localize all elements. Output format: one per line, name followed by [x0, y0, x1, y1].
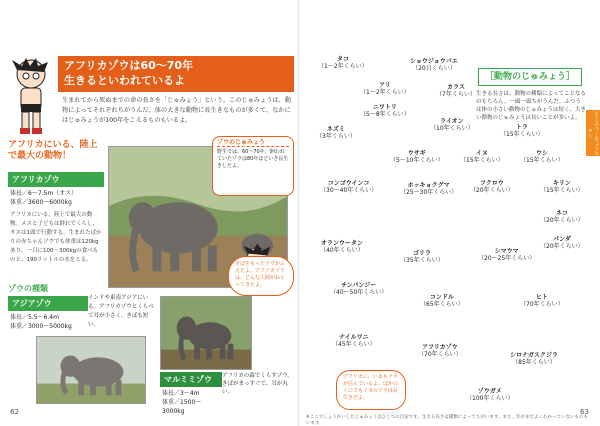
animal-name: パンダ: [552, 236, 571, 243]
forest-elephant-card: [160, 372, 222, 418]
animal-lifespan: （35年くらい）: [400, 257, 444, 264]
animal-name: ゾウガメ: [477, 388, 502, 395]
animal-lifespan: （15年くらい）: [460, 157, 504, 164]
animal-label: [418, 344, 462, 358]
astro-boy-illustration: [6, 56, 56, 136]
animal-name: ヒト: [535, 294, 548, 301]
animal-name: ゴリラ: [412, 250, 431, 257]
animal-lifespan: （40〜50年くらい）: [330, 289, 388, 296]
animal-name: トラ: [515, 124, 528, 131]
side-tab: どうぶつ・きょうりゅう: [586, 110, 599, 156]
animal-name: アリ: [378, 82, 391, 89]
animal-label: [410, 58, 458, 72]
page-number-left: 62: [10, 408, 19, 416]
animal-lifespan: （30〜40年くらい）: [320, 187, 378, 194]
animal-label: [466, 388, 513, 402]
african-length: 体長／6〜7.5m（オス）: [10, 190, 78, 197]
lifespan-note-title: ゾウのじゅみょう: [217, 139, 289, 147]
feature-heading: アフリカにいる、陸上で最大の動物！: [8, 140, 98, 161]
animal-label: [390, 150, 443, 164]
page-number-right: 63: [580, 408, 589, 416]
animal-label: [540, 236, 584, 250]
subhead-line-2: 生きるといわれているよ: [64, 74, 185, 87]
animal-lifespan: （65年くらい）: [420, 301, 464, 308]
astro-speech-bubble: きばをもったゾウがふえたよ。アフリカゾウは、どんな人間がねらってきたよ。: [228, 256, 294, 296]
animal-name: アフリカゾウ: [421, 344, 458, 351]
species-heading: ゾウの種類: [8, 284, 48, 293]
animal-lifespan: （40年くらい）: [320, 247, 364, 254]
animal-lifespan: （100年くらい）: [466, 395, 514, 402]
animal-lifespan: （7年くらい）: [436, 91, 476, 98]
animal-label: [478, 248, 535, 262]
animal-name: ネコ: [555, 210, 568, 217]
animal-name: イヌ: [475, 150, 488, 157]
animal-name: オランウータン: [320, 240, 363, 247]
animal-lifespan: （70年くらい）: [418, 351, 462, 358]
forest-elephant-stats: [160, 387, 222, 418]
animal-label: [400, 182, 457, 196]
animal-label: [520, 294, 564, 308]
animal-name: ウサギ: [407, 150, 426, 157]
animal-label: [436, 84, 476, 98]
african-elephant-stats: [8, 187, 104, 209]
animal-lifespan: （20年くらい）: [470, 187, 514, 194]
animal-name: ネズミ: [326, 126, 345, 133]
animal-label: [430, 118, 474, 132]
animal-name: ショウジョウバエ: [410, 58, 458, 65]
animal-lifespan: （3年くらい）: [316, 133, 356, 140]
african-weight: 体重／3600〜6000kg: [10, 199, 72, 206]
asian-elephant-name: アジアゾウ: [8, 296, 88, 311]
animal-name: キリン: [552, 180, 571, 187]
animal-label: [400, 250, 444, 264]
chart-description: 生きる長さは、動物の種類によってことなるのもちろん。一頭一頭ちがうんだ。ふつうは体の小さい動物のじゅみょうは短く、大きい動物のじゅみょうは長いことが多いよ。: [476, 91, 587, 121]
chart-heading: ［動物のじゅみょう］: [478, 68, 582, 86]
animal-label: [316, 126, 356, 140]
african-elephant-body: アフリカにいる。陸上で最大の動物。メスと子どもは群れでくらし、オスは1頭で行動する。生まれたばかりの赤ちゃんゾウでも体重は120kgあり、一日に100〜300kgの食べものと、190リットルの水をとる。: [10, 212, 102, 263]
animal-name: ナイルワニ: [339, 334, 369, 341]
animal-name: カラス: [447, 84, 465, 91]
footnote: ※ここでしょうかいしたじゅみょうはひとつの目安です。生きる長さは種類によってちがいます。また、年がまだよくわかっていないものもいます。: [306, 415, 588, 426]
forest-elephant-body: アフリカの森でくらすゾウ。きばがまっすぐで、耳が丸い。: [222, 373, 293, 395]
animal-label: [360, 82, 410, 96]
animal-name: ニワトリ: [372, 104, 397, 111]
animal-lifespan: （15年くらい）: [500, 131, 544, 138]
african-elephant-card: [8, 172, 104, 282]
asian-elephant-body: インドや東南アジアにいる。アフリカゾウとくらべて耳が小さく、きばも短い。: [88, 295, 154, 328]
subhead: [58, 56, 294, 92]
animal-label: [470, 180, 514, 194]
animal-label: [320, 180, 377, 194]
lifespan-note: [212, 136, 294, 196]
animal-name: ライオン: [440, 118, 464, 125]
animal-label: [320, 240, 364, 254]
animal-lifespan: （1〜2年くらい）: [360, 89, 410, 96]
lifespan-note-text: 野生では、60〜70年、飼われていたゾウは80年ほどいき長生きしたよ。: [217, 149, 289, 169]
right-speech-bubble: アフリカに、いまもソウが住んでいるよ。ほかのくにでもイヌのソウは長生きだよ。: [336, 370, 406, 410]
asian-weight: 体重／3000〜5000kg: [10, 323, 72, 330]
animal-lifespan: （15年くらい）: [540, 187, 584, 194]
animal-name: チンパンジー: [341, 282, 377, 289]
animal-lifespan: （20年くらい）: [540, 243, 584, 250]
animal-label: [332, 334, 376, 348]
forest-length: 体長／3〜4m: [162, 390, 200, 397]
asian-elephant-photo: [36, 336, 146, 404]
animal-label: [510, 352, 558, 366]
asian-elephant-card: [8, 296, 88, 333]
animal-label: [460, 150, 504, 164]
animal-name: フクロウ: [479, 180, 504, 187]
animal-lifespan: （45年くらい）: [332, 341, 376, 348]
animal-label: [420, 294, 464, 308]
animal-lifespan: （70年くらい）: [520, 301, 564, 308]
asian-elephant-stats: [8, 311, 88, 333]
animal-name: コンドル: [429, 294, 454, 301]
animal-name: ウシ: [535, 150, 548, 157]
animal-lifespan: （5〜10年くらい）: [390, 157, 444, 164]
subhead-line-1: アフリカゾウは60〜70年: [64, 59, 194, 72]
animal-name: シマウマ: [494, 248, 519, 255]
animal-lifespan: （25〜30年くらい）: [400, 189, 458, 196]
animal-label: [520, 150, 564, 164]
animal-name: タコ: [336, 56, 349, 63]
asian-length: 体長／5.5〜6.4m: [10, 314, 59, 321]
animal-label: [500, 124, 544, 138]
animal-label: [360, 104, 410, 118]
animal-lifespan: （15年くらい）: [520, 157, 564, 164]
animal-name: シロナガスクジラ: [510, 352, 558, 359]
forest-elephant-photo: [160, 296, 252, 370]
african-elephant-name: アフリカゾウ: [8, 172, 104, 187]
animal-label: [330, 282, 387, 296]
animal-lifespan: （85年くらい）: [512, 359, 556, 366]
animal-lifespan: （10年くらい）: [430, 125, 474, 132]
animal-name: ホッキョクグマ: [407, 182, 450, 189]
animal-lifespan: （5〜8年くらい）: [360, 111, 410, 118]
animal-label: [540, 210, 584, 224]
animal-label: [540, 180, 584, 194]
animal-lifespan: （20〜25年くらい）: [478, 255, 536, 262]
forest-elephant-name: マルミミゾウ: [160, 372, 222, 387]
intro-text: 生まれてから死ぬまでの命の長さを「じゅみょう」という。このじゅみょうは、動物によってそれぞれちがうんだ。体の大きな動物に長生きなものが多くて、なかにはじゅみょうが100年をこえるものもいるよ。: [62, 97, 291, 124]
animal-label: [318, 56, 368, 70]
animal-lifespan: （1〜2年くらい）: [318, 63, 368, 70]
animal-name: コンゴウインコ: [327, 180, 370, 187]
animal-lifespan: （20年くらい）: [540, 217, 584, 224]
animal-lifespan: （20日くらい）: [412, 65, 456, 72]
forest-weight: 体重／1500〜3000kg: [162, 399, 202, 415]
